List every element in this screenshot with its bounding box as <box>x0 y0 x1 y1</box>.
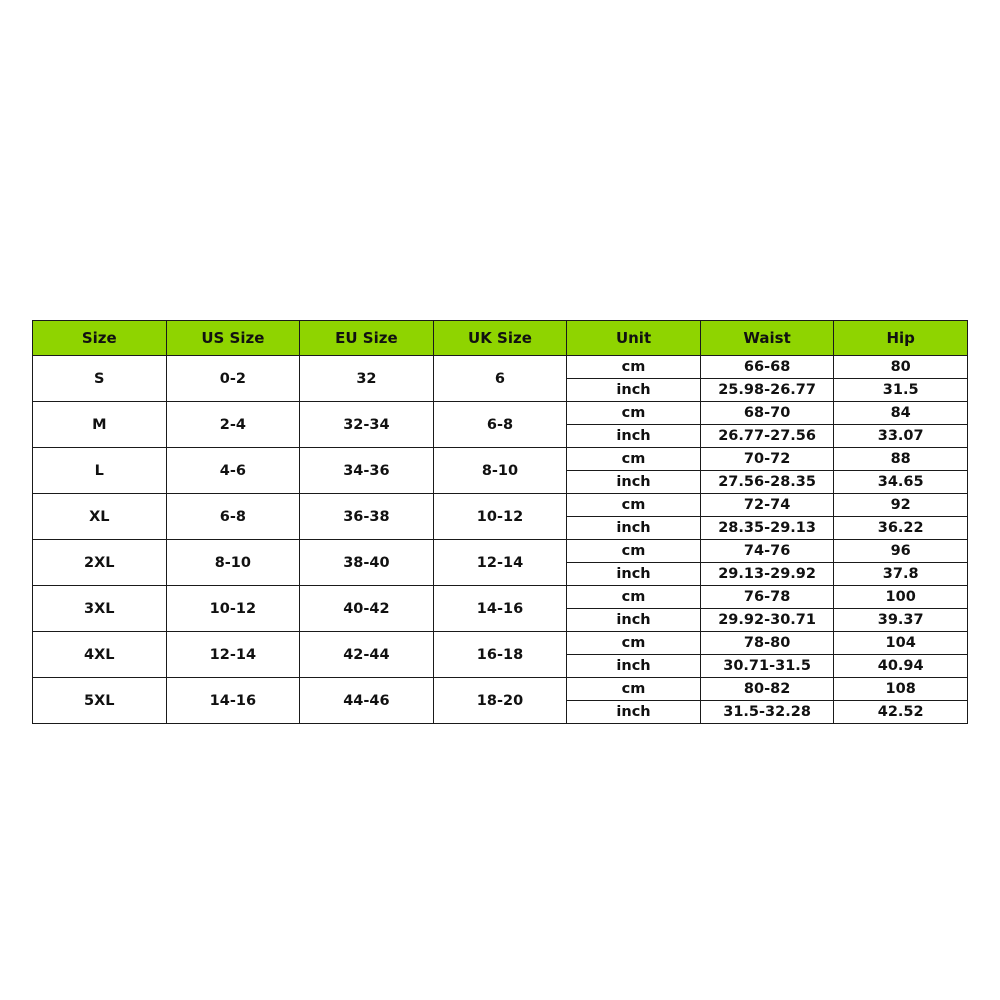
hip-cell: 36.22 <box>834 517 968 540</box>
table-row <box>33 678 968 701</box>
eu-size-cell: 38-40 <box>300 540 434 586</box>
header-eu-size: EU Size <box>300 321 434 356</box>
uk-size-cell: 18-20 <box>433 678 567 724</box>
size-cell: 5XL <box>33 678 167 724</box>
unit-cell: cm <box>567 586 701 609</box>
waist-cell: 76-78 <box>700 586 834 609</box>
size-chart-header <box>33 321 968 356</box>
unit-cell: cm <box>567 356 701 379</box>
unit-cell: inch <box>567 655 701 678</box>
waist-cell: 72-74 <box>700 494 834 517</box>
hip-cell: 104 <box>834 632 968 655</box>
waist-cell: 29.13-29.92 <box>700 563 834 586</box>
hip-cell: 42.52 <box>834 701 968 724</box>
size-chart-container <box>32 320 968 724</box>
waist-cell: 74-76 <box>700 540 834 563</box>
uk-size-cell: 10-12 <box>433 494 567 540</box>
unit-cell: cm <box>567 494 701 517</box>
unit-cell: inch <box>567 609 701 632</box>
waist-cell: 28.35-29.13 <box>700 517 834 540</box>
table-row <box>33 540 968 563</box>
size-chart-table <box>32 320 968 724</box>
us-size-cell: 14-16 <box>166 678 300 724</box>
size-cell: L <box>33 448 167 494</box>
eu-size-cell: 32-34 <box>300 402 434 448</box>
header-waist: Waist <box>700 321 834 356</box>
table-row <box>33 494 968 517</box>
unit-cell: cm <box>567 540 701 563</box>
header-us-size: US Size <box>166 321 300 356</box>
hip-cell: 39.37 <box>834 609 968 632</box>
uk-size-cell: 6 <box>433 356 567 402</box>
hip-cell: 33.07 <box>834 425 968 448</box>
us-size-cell: 8-10 <box>166 540 300 586</box>
hip-cell: 80 <box>834 356 968 379</box>
size-cell: XL <box>33 494 167 540</box>
waist-cell: 66-68 <box>700 356 834 379</box>
unit-cell: inch <box>567 563 701 586</box>
waist-cell: 27.56-28.35 <box>700 471 834 494</box>
unit-cell: cm <box>567 448 701 471</box>
hip-cell: 34.65 <box>834 471 968 494</box>
waist-cell: 68-70 <box>700 402 834 425</box>
eu-size-cell: 42-44 <box>300 632 434 678</box>
us-size-cell: 12-14 <box>166 632 300 678</box>
hip-cell: 108 <box>834 678 968 701</box>
header-hip: Hip <box>834 321 968 356</box>
hip-cell: 31.5 <box>834 379 968 402</box>
size-cell: S <box>33 356 167 402</box>
unit-cell: inch <box>567 517 701 540</box>
waist-cell: 70-72 <box>700 448 834 471</box>
unit-cell: inch <box>567 425 701 448</box>
table-row <box>33 632 968 655</box>
uk-size-cell: 14-16 <box>433 586 567 632</box>
waist-cell: 78-80 <box>700 632 834 655</box>
header-unit: Unit <box>567 321 701 356</box>
hip-cell: 88 <box>834 448 968 471</box>
us-size-cell: 4-6 <box>166 448 300 494</box>
table-row <box>33 586 968 609</box>
hip-cell: 100 <box>834 586 968 609</box>
eu-size-cell: 40-42 <box>300 586 434 632</box>
size-chart-body <box>33 356 968 724</box>
unit-cell: cm <box>567 678 701 701</box>
hip-cell: 96 <box>834 540 968 563</box>
table-row <box>33 402 968 425</box>
uk-size-cell: 6-8 <box>433 402 567 448</box>
hip-cell: 92 <box>834 494 968 517</box>
eu-size-cell: 44-46 <box>300 678 434 724</box>
waist-cell: 31.5-32.28 <box>700 701 834 724</box>
header-uk-size: UK Size <box>433 321 567 356</box>
waist-cell: 25.98-26.77 <box>700 379 834 402</box>
waist-cell: 29.92-30.71 <box>700 609 834 632</box>
eu-size-cell: 34-36 <box>300 448 434 494</box>
waist-cell: 26.77-27.56 <box>700 425 834 448</box>
us-size-cell: 2-4 <box>166 402 300 448</box>
size-cell: M <box>33 402 167 448</box>
hip-cell: 40.94 <box>834 655 968 678</box>
us-size-cell: 0-2 <box>166 356 300 402</box>
uk-size-cell: 16-18 <box>433 632 567 678</box>
waist-cell: 80-82 <box>700 678 834 701</box>
unit-cell: inch <box>567 379 701 402</box>
header-row <box>33 321 968 356</box>
table-row <box>33 448 968 471</box>
us-size-cell: 10-12 <box>166 586 300 632</box>
size-cell: 3XL <box>33 586 167 632</box>
unit-cell: inch <box>567 701 701 724</box>
uk-size-cell: 12-14 <box>433 540 567 586</box>
table-row <box>33 356 968 379</box>
us-size-cell: 6-8 <box>166 494 300 540</box>
eu-size-cell: 32 <box>300 356 434 402</box>
unit-cell: inch <box>567 471 701 494</box>
eu-size-cell: 36-38 <box>300 494 434 540</box>
waist-cell: 30.71-31.5 <box>700 655 834 678</box>
unit-cell: cm <box>567 632 701 655</box>
size-cell: 2XL <box>33 540 167 586</box>
hip-cell: 37.8 <box>834 563 968 586</box>
uk-size-cell: 8-10 <box>433 448 567 494</box>
unit-cell: cm <box>567 402 701 425</box>
header-size: Size <box>33 321 167 356</box>
hip-cell: 84 <box>834 402 968 425</box>
size-cell: 4XL <box>33 632 167 678</box>
